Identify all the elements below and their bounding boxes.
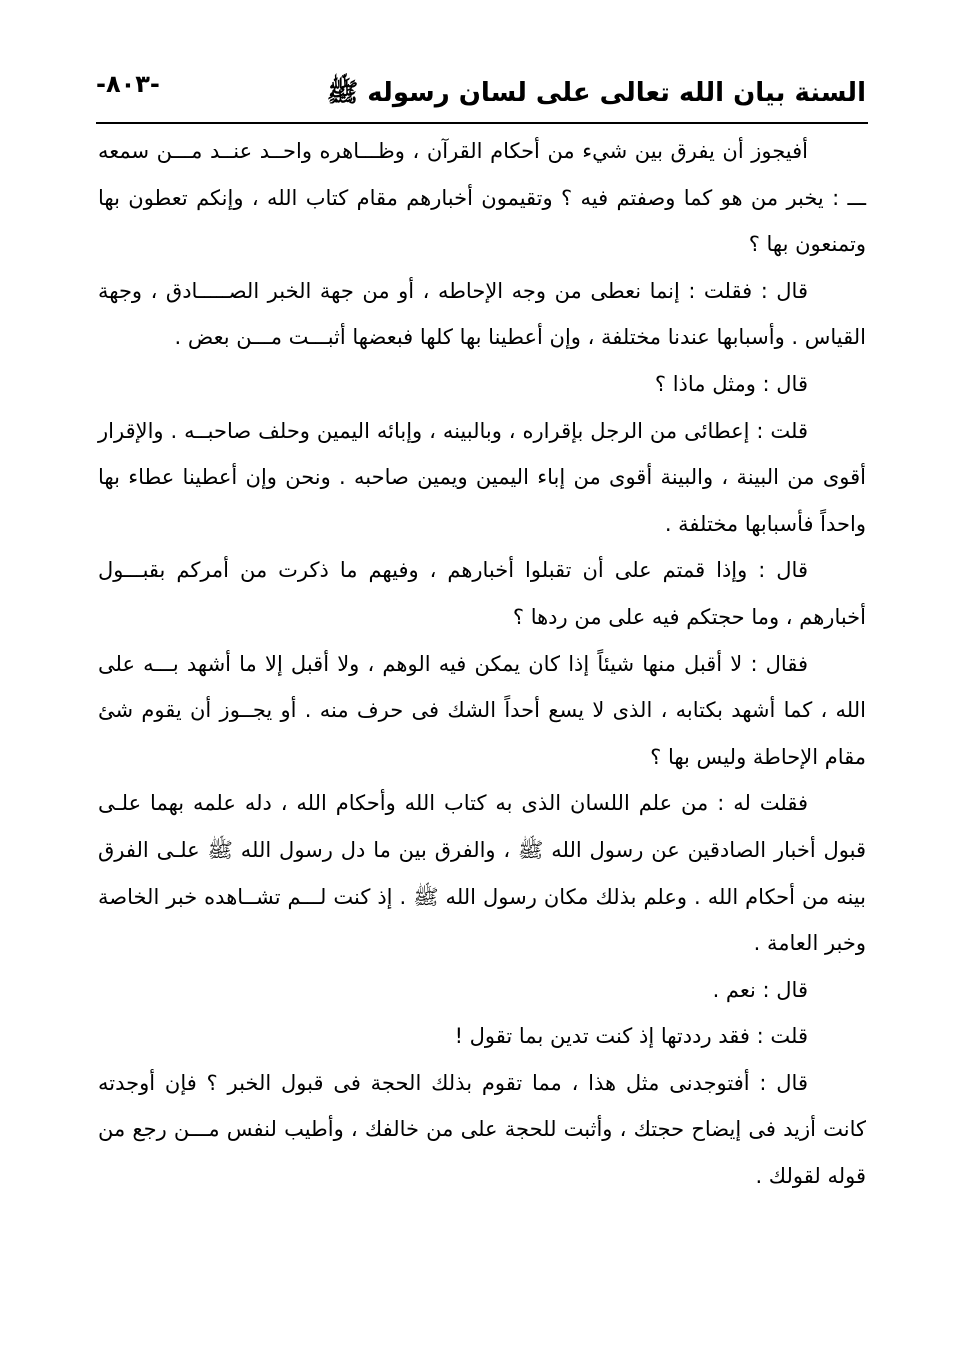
paragraph: قال : وإذا قمتم على أن تقبلوا أخبارهم ، وفيهم ما ذكرت من أمركم بقبـــول أخبارهم ، وما حجتكم فيه على من ردها ؟ — [98, 558, 866, 629]
paragraph: أفيجوز أن يفرق بين شيء من أحكام القرآن ، وظـــاهره واحــد عنــد مـــن سمعه ـــ : يخبر من هو كما وصفتم فيه ؟ وتقيمون أخبارهم مقام كتاب الله ، وإنكم تعطون بها وتمنعون بها ؟ — [98, 139, 866, 257]
page-header — [96, 62, 866, 114]
paragraph: فقال : لا أقبل منها شيئاً إذا كان يمكن فيه الوهم ، ولا أقبل إلا ما أشهد بـــه على الله ، كما أشهد بكتابه ، الذى لا يسع أحداً الشك فى حرف منه . أو يجــوز أن يقوم شئ مقام الإحاطة وليس بها ؟ — [98, 651, 866, 769]
paragraph: قلت : فقد رددتها إذ كنت تدين بما تقول ! — [454, 1024, 808, 1049]
header-rule — [96, 122, 868, 124]
paragraph: فقلت له : من علم اللسان الذى به كتاب الله وأحكام الله ، دله علمه بهما علـى قبول أخبار الصادقين عن رسول الله ﷺ ، والفرق بين ما دل رسول الله ﷺ علـى الفرق بينه من أحكام الله . وعلم بذلك مكان رسول الله ﷺ . إذ كنت لـــم تشــاهده خبر الخاصة وخبر العامة . — [98, 791, 866, 956]
paragraph: قال : ومثل ماذا ؟ — [654, 371, 808, 396]
paragraph: قلت : إعطائى من الرجل بإقراره ، وبالبينه ، وإبائه اليمين وحلف صاحبــه . والإقرار أقوى من البينة ، والبينة أقوى من إباء اليمين ويمين صاحبه . ونحن وإن أعطينا عطاء بها واحداً فأسبابها مختلفة . — [98, 418, 866, 536]
page-number: -٨٠٣- — [96, 70, 160, 98]
paragraph: قال : نعم . — [712, 977, 808, 1002]
paragraph: قال : أفتوجدنى مثل هذا ، مما تقوم بذلك الحجة فى قبول الخبر ؟ فإن أوجدته كانت أزيد فى إيضاح حجتك ، وأثبت للحجة على من خالفك ، وأطيب لنفس مـــن رجع من قوله لقولك . — [98, 1070, 866, 1189]
body-text — [98, 128, 866, 1200]
paragraph: قال : فقلت : إنما نعطى من وجه الإحاطه ، أو من جهة الخبر الصـــــادق ، وجهة القياس . وأسبابها عندنا مختلفة ، وإن أعطينا بها كلها فبعضها أثبـــت مـــن بعض . — [98, 278, 866, 350]
running-title: السنة بيان الله تعالى على لسان رسوله ﷺ — [326, 78, 866, 108]
